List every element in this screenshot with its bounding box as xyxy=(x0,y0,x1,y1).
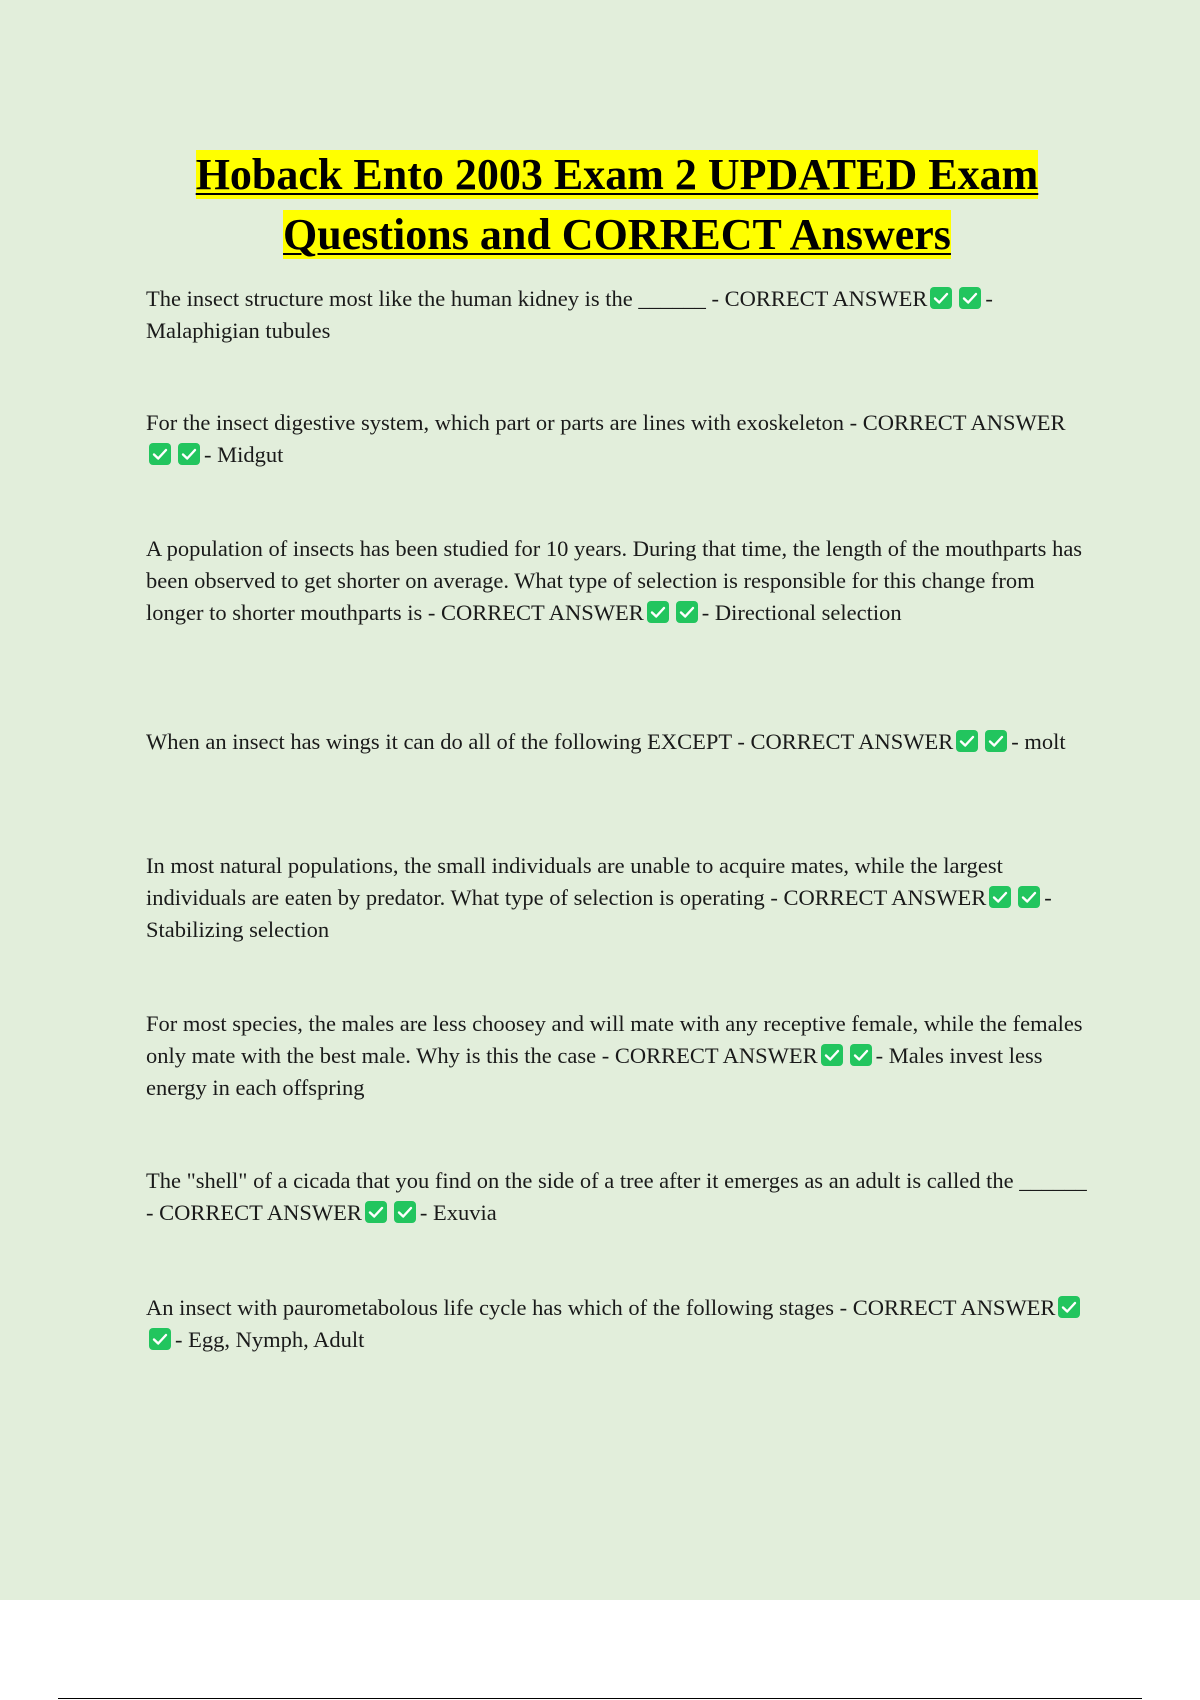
correct-answer-label: - CORRECT ANSWER xyxy=(839,1295,1056,1320)
answer-text: Exuvia xyxy=(432,1200,497,1225)
correct-answer-label: - CORRECT ANSWER xyxy=(601,1043,818,1068)
check-icon xyxy=(365,1201,387,1223)
correct-answer-label: - CORRECT ANSWER xyxy=(427,600,644,625)
question-text: When an insect has wings it can do all of the following EXCEPT xyxy=(146,729,732,754)
answer-separator: - xyxy=(701,600,710,625)
check-icon xyxy=(149,1328,171,1350)
qa-item-4 xyxy=(146,726,1090,758)
qa-item-1 xyxy=(146,283,1090,347)
answer-separator: - xyxy=(1044,885,1052,910)
check-icon xyxy=(178,443,200,465)
answer-text: Stabilizing selection xyxy=(146,917,330,942)
qa-item-5 xyxy=(146,850,1090,946)
answer-separator: - xyxy=(985,286,993,311)
check-icon xyxy=(647,601,669,623)
answer-separator: - xyxy=(875,1043,884,1068)
check-icon xyxy=(394,1201,416,1223)
correct-answer-label: - CORRECT ANSWER xyxy=(849,410,1066,435)
qa-item-7 xyxy=(146,1165,1090,1229)
page-title xyxy=(140,145,1094,265)
answer-text: Midgut xyxy=(217,442,284,467)
answer-text: Directional selection xyxy=(714,600,902,625)
question-text: The "shell" of a cicada that you find on the side of a tree after it emerges as an adult is called the ______ xyxy=(146,1168,1087,1193)
check-icon xyxy=(676,601,698,623)
check-icon xyxy=(930,287,952,309)
answer-separator: - xyxy=(419,1200,428,1225)
answer-text: molt xyxy=(1024,729,1066,754)
check-icon xyxy=(959,287,981,309)
question-text: An insect with paurometabolous life cycle has which of the following stages xyxy=(146,1295,834,1320)
answer-text: Egg, Nymph, Adult xyxy=(188,1327,365,1352)
title-line-1: Hoback Ento 2003 Exam 2 UPDATED Exam xyxy=(195,150,1039,199)
check-icon xyxy=(985,730,1007,752)
check-icon xyxy=(149,443,171,465)
answer-separator: - xyxy=(175,1327,183,1352)
check-icon xyxy=(989,886,1011,908)
check-icon xyxy=(821,1044,843,1066)
answer-text: Malaphigian tubules xyxy=(146,318,331,343)
question-text: For the insect digestive system, which part or parts are lines with exoskeleton xyxy=(146,410,844,435)
qa-item-8 xyxy=(146,1292,1090,1356)
question-text: For most species, the males are less choosey and will mate with any receptive female, while the females only mate with the best male. Why is this the case xyxy=(146,1011,1083,1068)
check-icon xyxy=(956,730,978,752)
correct-answer-label: - CORRECT ANSWER xyxy=(737,729,954,754)
question-text: In most natural populations, the small individuals are unable to acquire mates, while the largest individuals are eaten by predator. What type of selection is operating xyxy=(146,853,1003,910)
question-text: A population of insects has been studied for 10 years. During that time, the length of the mouthparts has been observed to get shorter on average. What type of selection is responsible for this change from longer to shorter mouthparts is xyxy=(146,536,1083,625)
qa-item-3 xyxy=(146,533,1090,629)
answer-text: Males invest less energy in each offspring xyxy=(146,1043,1043,1100)
check-icon xyxy=(1058,1296,1080,1318)
question-text: The insect structure most like the human kidney is the ______ xyxy=(146,286,706,311)
qa-item-6 xyxy=(146,1008,1090,1104)
qa-item-2 xyxy=(146,407,1090,471)
correct-answer-label: - CORRECT ANSWER xyxy=(146,1200,362,1225)
title-line-2: Questions and CORRECT Answers xyxy=(283,210,951,259)
answer-separator: - xyxy=(204,442,212,467)
correct-answer-label: - CORRECT ANSWER xyxy=(770,885,987,910)
answer-separator: - xyxy=(1011,729,1019,754)
check-icon xyxy=(850,1044,872,1066)
footer-divider xyxy=(58,1698,1142,1699)
correct-answer-label: - CORRECT ANSWER xyxy=(711,286,928,311)
check-icon xyxy=(1018,886,1040,908)
